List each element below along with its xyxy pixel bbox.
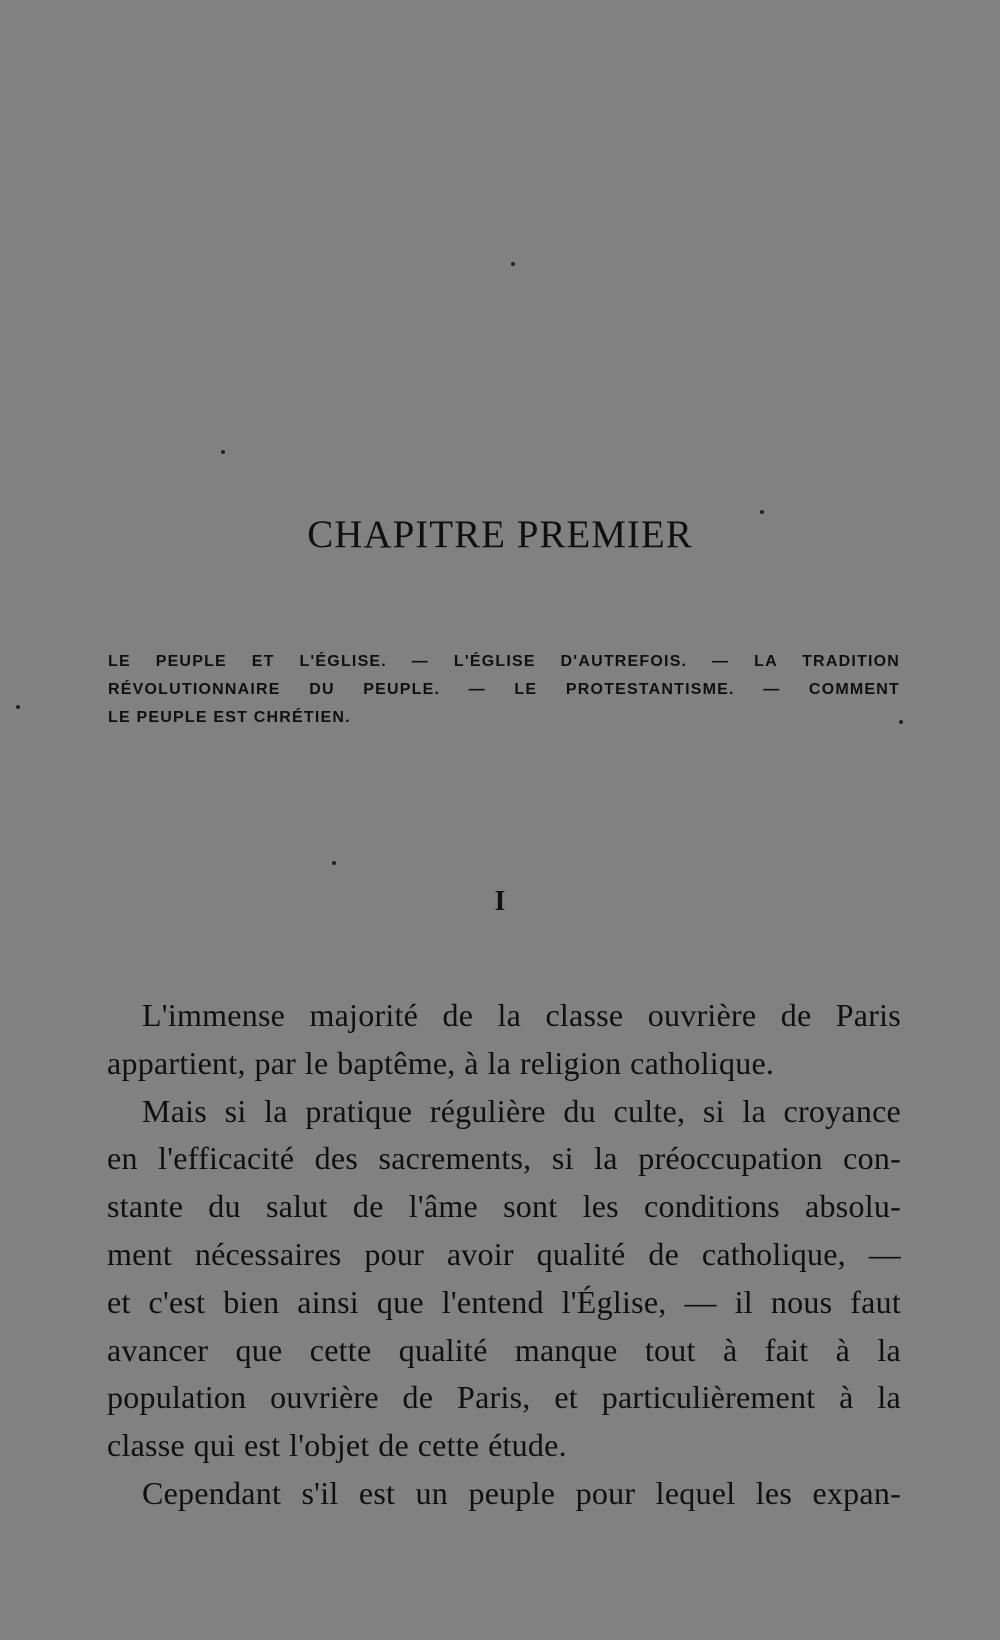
print-speck (760, 510, 764, 514)
body-line: classe qui est l'objet de cette étude. (107, 1427, 567, 1464)
section-number: I (494, 886, 506, 917)
body-line: L'immense majorité de la classe ouvrière de Paris (142, 997, 901, 1033)
print-speck (332, 861, 336, 865)
body-text (107, 992, 901, 1518)
chapter-title: CHAPITRE PREMIER (307, 513, 693, 557)
print-speck (16, 705, 20, 709)
body-line: en l'efficacité des sacrements, si la préoccupation con- (107, 1140, 901, 1177)
print-speck (511, 262, 515, 266)
body-line: population ouvrière de Paris, et particulièrement à la (107, 1379, 901, 1416)
summary-line: LE PEUPLE EST CHRÉTIEN. (108, 709, 351, 726)
body-line: et c'est bien ainsi que l'entend l'Église, — il nous faut (107, 1283, 901, 1320)
body-line: avancer que cette qualité manque tout à fait à la (107, 1331, 901, 1368)
body-line: ment nécessaires pour avoir qualité de catholique, — (107, 1235, 901, 1272)
chapter-summary (108, 648, 900, 732)
body-line: Mais si la pratique régulière du culte, si la croyance (142, 1092, 901, 1129)
summary-line: RÉVOLUTIONNAIRE DU PEUPLE. — LE PROTESTANTISME. — COMMENT (108, 681, 900, 698)
body-line: Cependant s'il est un peuple pour lequel les expan- (142, 1474, 901, 1511)
body-line: stante du salut de l'âme sont les conditions absolu- (107, 1188, 901, 1225)
body-line: appartient, par le baptême, à la religion catholique. (107, 1044, 775, 1081)
summary-line: LE PEUPLE ET L'ÉGLISE. — L'ÉGLISE D'AUTREFOIS. — LA TRADITION (108, 653, 900, 670)
print-speck (221, 450, 225, 454)
